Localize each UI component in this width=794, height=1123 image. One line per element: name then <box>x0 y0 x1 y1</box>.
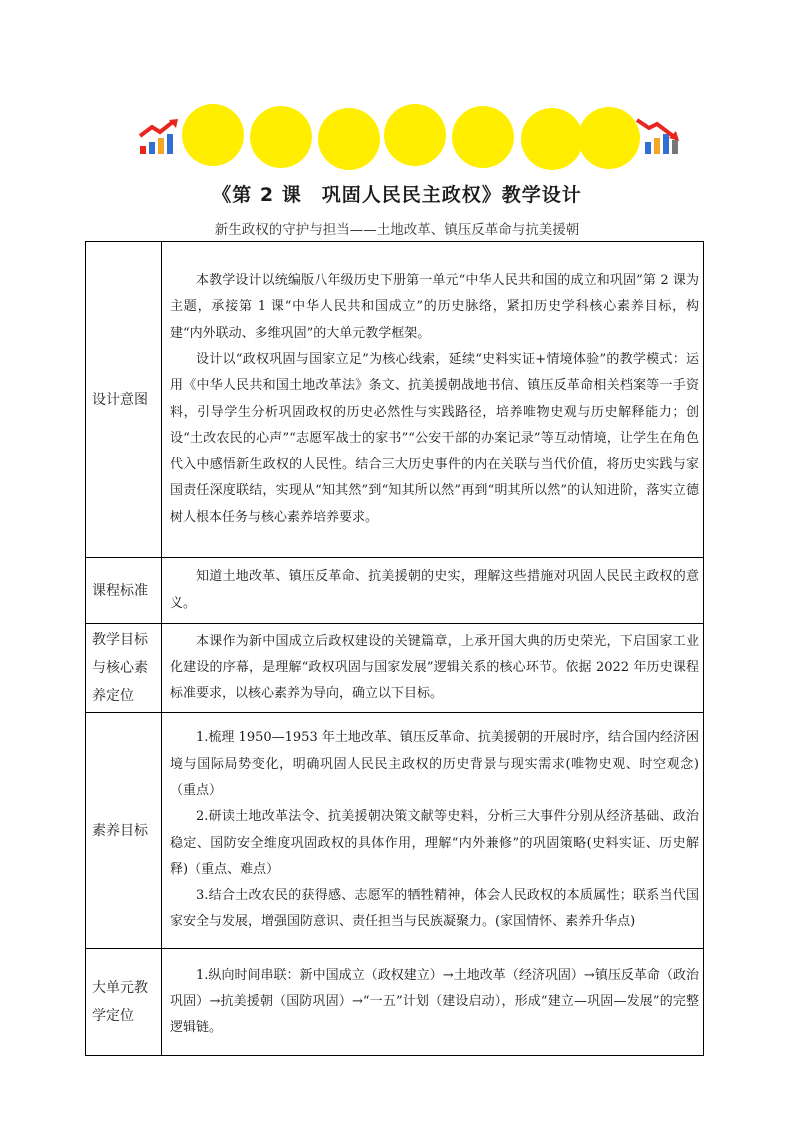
content-paragraph: 本教学设计以统编版八年级历史下册第一单元“中华人民共和国的成立和巩固”第 2 课为主题，承接第 1 课“中华人民共和国成立”的历史脉络，紧扣历史学科核心素养目标，构建“内外联动、多维巩固”的大单元教学框架。 <box>170 273 699 341</box>
banner-circle-4 <box>384 104 446 166</box>
row-content <box>162 949 704 1056</box>
table-row <box>86 242 704 558</box>
banner-circle-3 <box>318 108 380 170</box>
row-content <box>162 558 704 624</box>
row-content <box>162 624 704 713</box>
row-label: 课程标准 <box>86 558 162 624</box>
decorative-banner <box>138 104 683 164</box>
content-paragraph: 设计以“政权巩固与国家立足”为核心线索，延续“史料实证+情境体验”的教学模式：运用《中华人民共和国土地改革法》条文、抗美援朝战地书信、镇压反革命相关档案等一手资料，引导学生分析巩固政权的历史必然性与实践路径，培养唯物史观与历史解释能力；创设“土改农民的心声”“志愿军战士的家书”“公安干部的办案记录”等互动情境，让学生在角色代入中感悟新生政权的人民性。结合三大历史事件的内在关联与当代价值，将历史实践与家国责任深度联结，实现从“知其然”到“知其所以然”再到“明其所以然”的认知进阶，落实立德树人根本任务与核心素养培养要求。 <box>170 351 699 525</box>
document-title: 《第 2 课 巩固人民民主政权》教学设计 <box>212 184 582 206</box>
row-label: 素养目标 <box>86 713 162 949</box>
row-content <box>162 713 704 949</box>
banner-circle-2 <box>250 106 312 168</box>
content-paragraph: 1.梳理 1950—1953 年土地改革、镇压反革命、抗美援朝的开展时序，结合国内经济困境与国际局势变化，明确巩固人民民主政权的历史背景与现实需求(唯物史观、时空观念)（重点） <box>170 730 699 798</box>
content-paragraph: 1.纵向时间串联：新中国成立（政权建立）→土地改革（经济巩固）→镇压反革命（政治巩固）→抗美援朝（国防巩固）→“一五”计划（建设启动），形成“建立—巩固—发展”的完整逻辑链。 <box>170 967 699 1036</box>
table-row <box>86 949 704 1056</box>
row-label: 教学目标与核心素养定位 <box>86 624 162 713</box>
trend-chart-left-icon <box>138 118 186 158</box>
lesson-design-table <box>85 241 704 1056</box>
table-row <box>86 624 704 713</box>
banner-circle-7 <box>578 107 640 169</box>
content-paragraph: 知道土地改革、镇压反革命、抗美援朝的史实，理解这些措施对巩固人民民主政权的意义。 <box>170 569 699 611</box>
banner-circle-1 <box>182 104 244 166</box>
trend-chart-right-icon <box>635 116 683 158</box>
table-row <box>86 713 704 949</box>
row-label: 大单元教学定位 <box>86 949 162 1056</box>
table-row <box>86 558 704 624</box>
banner-circle-5 <box>452 106 514 168</box>
content-paragraph: 本课作为新中国成立后政权建设的关键篇章，上承开国大典的历史荣光，下启国家工业化建设的序幕，是理解“政权巩固与国家发展”逻辑关系的核心环节。依据 2022 年历史课程标准要求，以核心素养为导向，确立以下目标。 <box>170 633 699 702</box>
document-subtitle: 新生政权的守护与担当——土地改革、镇压反革命与抗美援朝 <box>214 222 580 238</box>
row-label: 设计意图 <box>86 242 162 558</box>
row-content <box>162 242 704 558</box>
content-paragraph: 2.研读土地改革法令、抗美援朝决策文献等史料，分析三大事件分别从经济基础、政治稳定、国防安全维度巩固政权的具体作用，理解“内外兼修”的巩固策略(史料实证、历史解释)（重点、难点） <box>170 809 699 877</box>
content-paragraph: 3.结合土改农民的获得感、志愿军的牺牲精神，体会人民政权的本质属性；联系当代国家安全与发展，增强国防意识、责任担当与民族凝聚力。(家国情怀、素养升华点) <box>170 888 699 930</box>
banner-circle-6 <box>521 108 583 170</box>
